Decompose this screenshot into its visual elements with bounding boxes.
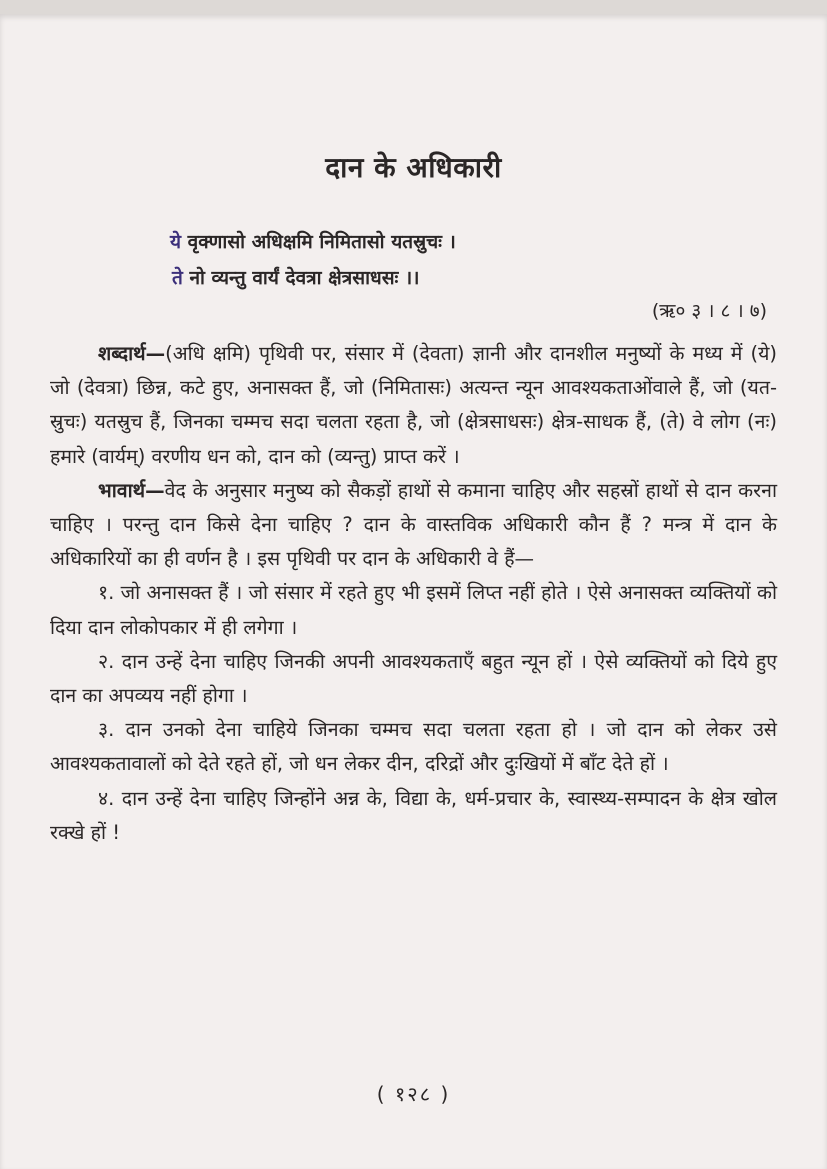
body-text: [50, 337, 777, 850]
page-title: दान के अधिकारी: [325, 151, 502, 184]
point-1: १. जो अनासक्त हैं । जो संसार में रहते हुए भी इसमें लिप्त नहीं होते । ऐसे अनासक्त व्यक्तियों को दिया दान लोकोपकार में ही लगेगा ।: [50, 581, 777, 639]
verse-reference: (ऋ० ३ । ८ । ७): [651, 300, 767, 322]
verse-line-1-mark: ये: [170, 231, 182, 253]
shabdarth-paragraph: [50, 337, 777, 474]
bhavarth-paragraph: [50, 474, 777, 577]
book-page: [0, 14, 827, 1169]
point-4: ४. दान उन्हें देना चाहिए जिन्होंने अन्न के, विद्या के, धर्म-प्रचार के, स्वास्थ्य-सम्पादन के क्षेत्र खोल रक्खे हों !: [50, 786, 777, 844]
verse-line-1: [170, 228, 456, 254]
verse-line-2: [172, 264, 419, 290]
point-2: २. दान उन्हें देना चाहिए जिनकी अपनी आवश्यकताएँ बहुत न्यून हों । ऐसे व्यक्तियों को दिये हुए दान का अपव्यय नहीं होगा ।: [50, 649, 777, 708]
shabdarth-text: (अधि क्षमि) पृथिवी पर, संसार में (देवता) ज्ञानी और दानशील मनुष्यों के मध्य में (ये) जो (देवत्रा) छिन्न, कटे हुए, अनासक्त हैं, जो (निमितासः) अत्यन्त न्यून आवश्यकताओंवाले हैं, जो (यत-स्रुचः) यतस्रुच हैं, जिनका चम्मच सदा चलता रहता है, जो (क्षेत्रसाधसः) क्षेत्र-साधक हैं, (ते) वे लोग (नः) हमारे (वार्यम्) वरणीय धन को, दान को (व्यन्तु) प्राप्त करें ।: [50, 342, 777, 468]
verse-line-1-text: वृक्णासो अधिक्षमि निमितासो यतस्रुचः ।: [181, 231, 456, 253]
point-3: ३. दान उनको देना चाहिये जिनका चम्मच सदा चलता रहता हो । जो दान को लेकर उसे आवश्यकतावालों को देते रहते हों, जो धन लेकर दीन, दरिद्रों और दुःखियों में बाँट देते हों ।: [50, 718, 777, 776]
page-number: ( १२८ ): [376, 1082, 451, 1106]
bhavarth-text: वेद के अनुसार मनुष्य को सैकड़ों हाथों से कमाना चाहिए और सहस्रों हाथों से दान करना चाहिए । परन्तु दान किसे देना चाहिए ? दान के वास्तविक अधिकारी कौन हैं ? मन्त्र में दान के अधिकारियों का ही वर्णन है । इस पृथिवी पर दान के अधिकारी वे हैं—: [50, 478, 777, 571]
shabdarth-term: शब्दार्थ—: [98, 342, 166, 365]
verse-line-2-mark: ते: [172, 267, 183, 289]
verse-line-2-text: नो व्यन्तु वार्यं देवत्रा क्षेत्रसाधसः ।।: [182, 267, 420, 289]
bhavarth-term: भावार्थ—: [98, 478, 165, 502]
